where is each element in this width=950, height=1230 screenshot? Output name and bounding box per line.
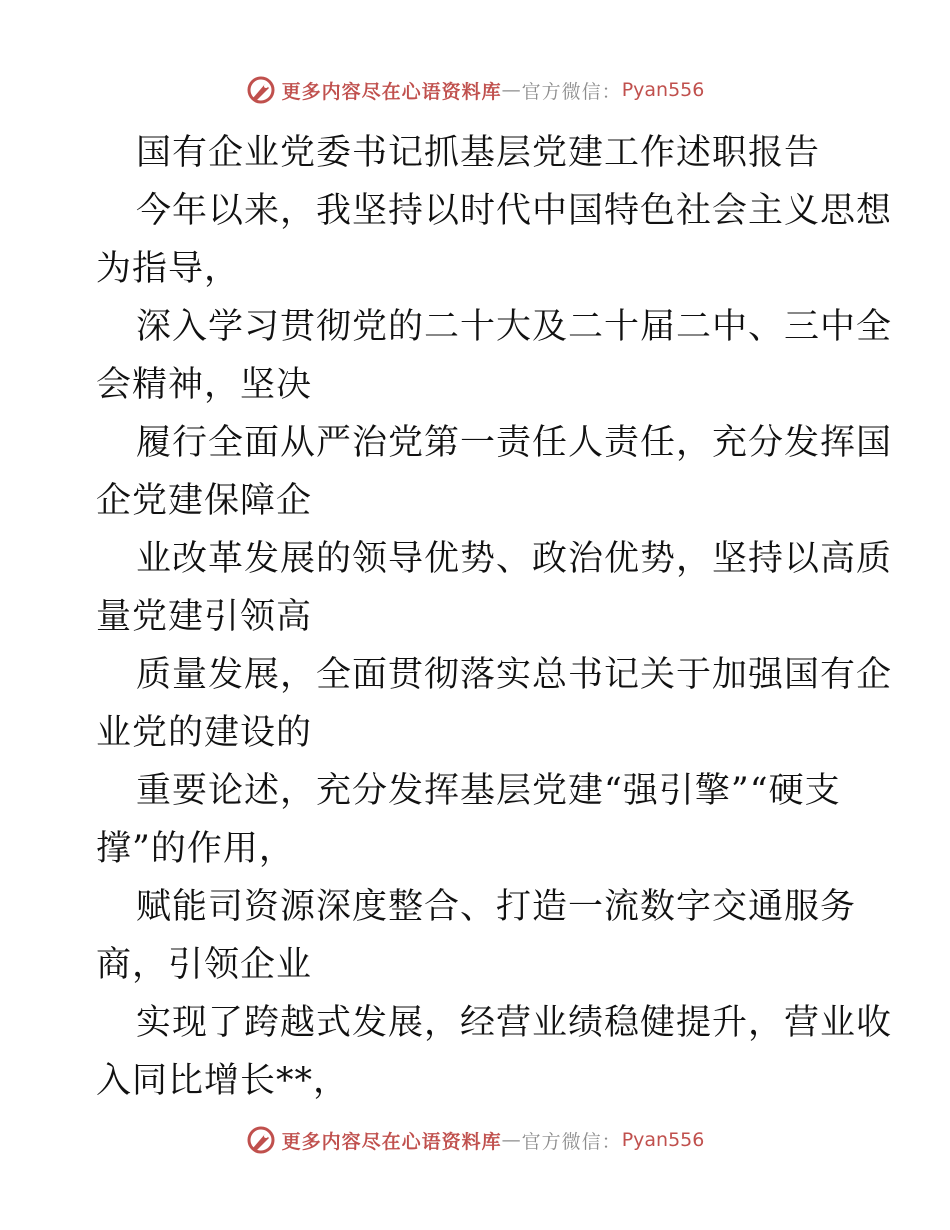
- paragraph-line: 履行全面从严治党第一责任人责任，充分发挥国: [136, 423, 893, 463]
- paragraph-line: 今年以来，我坚持以时代中国特色社会主义思想: [136, 191, 893, 231]
- paragraph-line: 实现了跨越式发展，经营业绩稳健提升，营业收: [136, 1003, 893, 1043]
- header-watermark-banner: [0, 72, 950, 108]
- banner-wechat-label: 官方微信：: [521, 80, 622, 103]
- paragraph-line: 企党建保障企: [96, 481, 313, 521]
- banner-wechat-id: Pyan556: [621, 79, 705, 101]
- banner-wechat-label: 官方微信：: [521, 1130, 622, 1153]
- banner-main-text: 更多内容尽在心语资料库: [281, 80, 502, 103]
- paragraph-line: 为指导，: [96, 249, 241, 289]
- paragraph-line: 重要论述，充分发挥基层党建“强引擎”“硬支: [136, 771, 841, 811]
- banner-dash: —: [501, 79, 522, 101]
- document-body: [96, 124, 893, 1110]
- banner-dash: —: [501, 1129, 522, 1151]
- paragraph-line: 会精神，坚决: [96, 365, 313, 405]
- document-title: 国有企业党委书记抓基层党建工作述职报告: [136, 133, 821, 173]
- paragraph-line: 质量发展，全面贯彻落实总书记关于加强国有企: [136, 655, 893, 695]
- pen-nib-logo-icon: [246, 75, 276, 105]
- paragraph-line: 商，引领企业: [96, 945, 313, 985]
- paragraph-line: 撑”的作用，: [96, 829, 295, 869]
- paragraph-line: 业改革发展的领导优势、政治优势，坚持以高质: [136, 539, 893, 579]
- paragraph-line: 赋能司资源深度整合、打造一流数字交通服务: [136, 887, 857, 927]
- banner-main-text: 更多内容尽在心语资料库: [281, 1130, 502, 1153]
- paragraph-line: 深入学习贯彻党的二十大及二十届二中、三中全: [136, 307, 893, 347]
- paragraph-line: 入同比增长**，: [96, 1061, 350, 1101]
- banner-wechat-id: Pyan556: [621, 1129, 705, 1151]
- paragraph-line: 量党建引领高: [96, 597, 313, 637]
- pen-nib-logo-icon: [246, 1125, 276, 1155]
- paragraph-line: 业党的建设的: [96, 713, 313, 753]
- footer-watermark-banner: [0, 1122, 950, 1158]
